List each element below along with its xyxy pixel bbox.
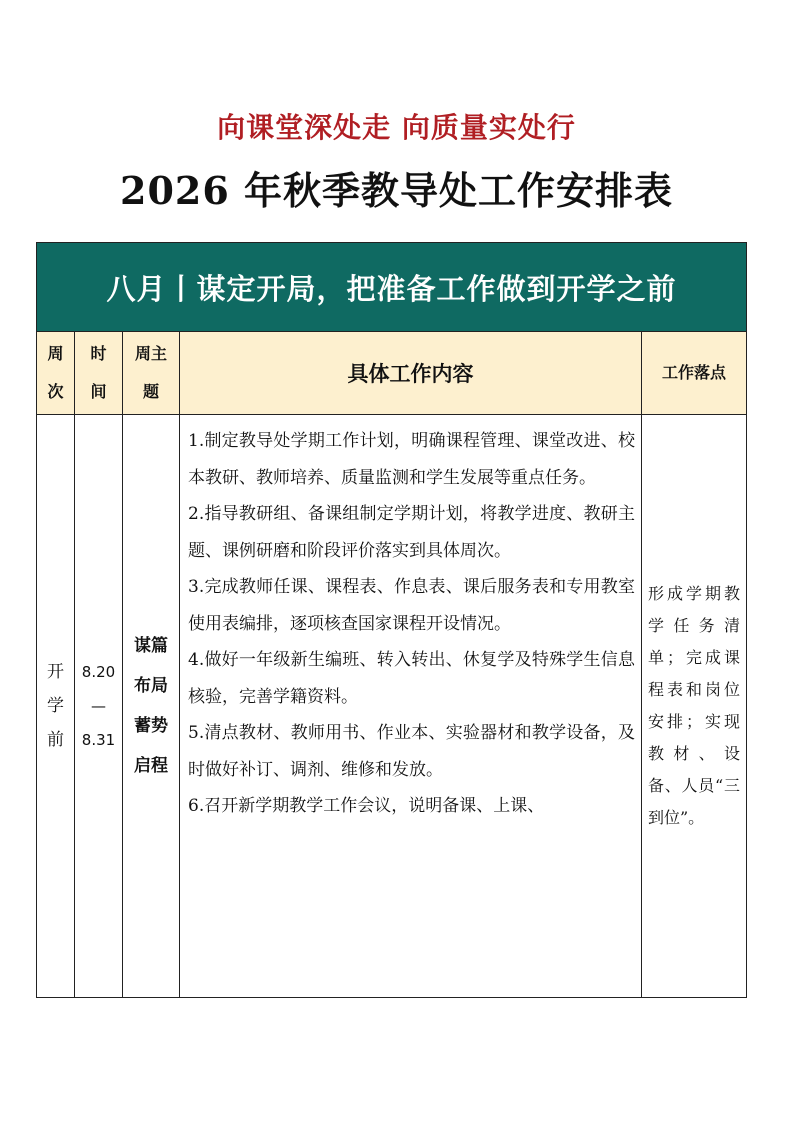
- header-content: 具体工作内容: [180, 332, 642, 415]
- header-time: 时 间: [75, 332, 123, 415]
- cell-time: 8.20 — 8.31: [75, 415, 123, 998]
- document-title: 2026 年秋季教导处工作安排表: [120, 168, 673, 213]
- content-item: 4.做好一年级新生编班、转入转出、休复学及特殊学生信息核验，完善学籍资料。: [188, 650, 635, 707]
- month-banner: 八月丨谋定开局，把准备工作做到开学之前: [37, 243, 747, 332]
- content-item: 1.制定教导处学期工作计划，明确课程管理、课堂改进、校本教研、教师培养、质量监测和学生发展等重点任务。: [188, 431, 635, 488]
- cell-content: [180, 415, 642, 998]
- cell-theme: 谋篇 布局 蓄势 启程: [123, 415, 180, 998]
- content-item: 3.完成教师任课、课程表、作息表、课后服务表和专用教室使用表编排，逐项核查国家课程开设情况。: [188, 577, 635, 634]
- cell-work-point: 形成学期教学任务清单；完成课程表和岗位安排；实现教材、设备、人员“三到位”。: [642, 415, 747, 998]
- document-subtitle: 向课堂深处走 向质量实处行: [217, 111, 576, 144]
- content-item: 5.清点教材、教师用书、作业本、实验器材和教学设备，及时做好补订、调剂、维修和发放。: [188, 723, 635, 780]
- header-week: 周 次: [37, 332, 75, 415]
- header-theme: 周主 题: [123, 332, 180, 415]
- cell-week: 开 学 前: [37, 415, 75, 998]
- header-point: 工作落点: [642, 332, 747, 415]
- schedule-table: [36, 242, 747, 998]
- table-header-row: [37, 332, 747, 415]
- table-row: [37, 415, 747, 998]
- content-item: 2.指导教研组、备课组制定学期计划，将教学进度、教研主题、课例研磨和阶段评价落实到具体周次。: [188, 504, 635, 561]
- content-item: 6.召开新学期教学工作会议，说明备课、上课、: [188, 796, 545, 816]
